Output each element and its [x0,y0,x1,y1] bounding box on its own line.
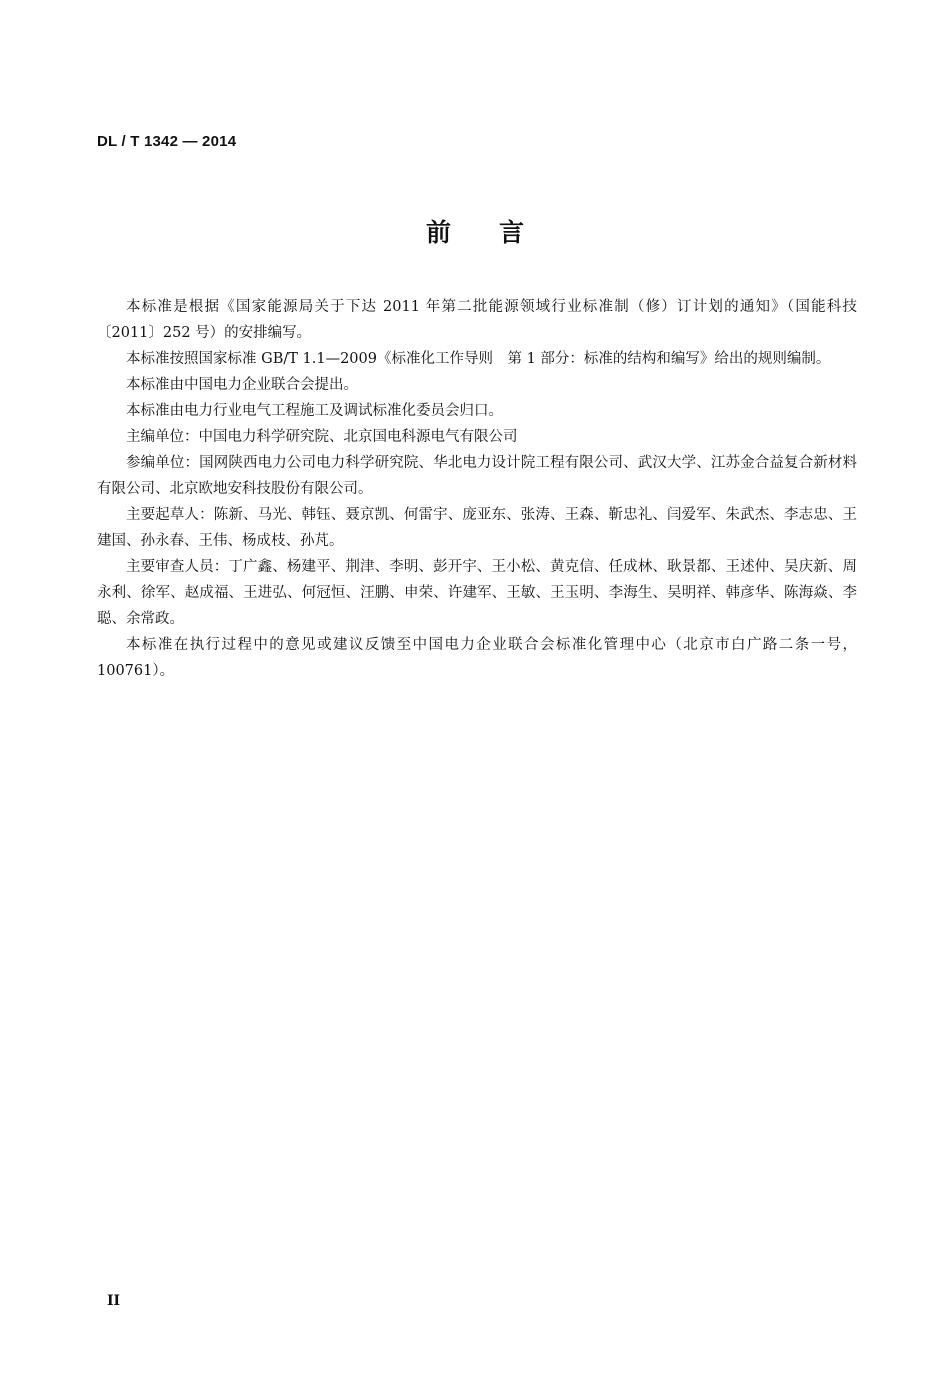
foreword-content [97,294,857,684]
paragraph-feedback: 本标准在执行过程中的意见或建议反馈至中国电力企业联合会标准化管理中心（北京市白广路二条一号，100761）。 [97,637,857,679]
paragraph-participating-units: 参编单位：国网陕西电力公司电力科学研究院、华北电力设计院工程有限公司、武汉大学、江苏金合益复合新材料有限公司、北京欧地安科技股份有限公司。 [97,455,857,497]
paragraph-main-drafters: 主要起草人：陈新、马光、韩钰、聂京凯、何雷宇、庞亚东、张涛、王森、靳忠礼、闫爱军、朱武杰、李志忠、王建国、孙永春、王伟、杨成枝、孙芃。 [97,507,857,549]
paragraph-administrator: 本标准由电力行业电气工程施工及调试标准化委员会归口。 [126,403,503,419]
paragraph-main-reviewers: 主要审查人员：丁广鑫、杨建平、荆津、李明、彭开宇、王小松、黄克信、任成林、耿景都、王述仲、吴庆新、周永利、徐军、赵成福、王进弘、何冠恒、汪鹏、申荣、许建军、王敏、王玉明、李海生、吴明祥、韩彦华、陈海焱、李聪、余常政。 [97,559,857,627]
page-number: II [107,1293,121,1309]
section-title: 前言 [425,218,572,247]
paragraph-chief-drafting-units: 主编单位：中国电力科学研究院、北京国电科源电气有限公司 [126,429,518,445]
document-code: DL / T 1342 — 2014 [97,133,237,150]
paragraph-drafting-rules: 本标准按照国家标准 GB/T 1.1—2009《标准化工作导则 第 1 部分：标准的结构和编写》给出的规则编制。 [126,351,831,367]
paragraph-basis: 本标准是根据《国家能源局关于下达 2011 年第二批能源领域行业标准制（修）订计划的通知》（国能科技〔2011〕252 号）的安排编写。 [97,299,857,341]
paragraph-proposer: 本标准由中国电力企业联合会提出。 [126,377,358,393]
